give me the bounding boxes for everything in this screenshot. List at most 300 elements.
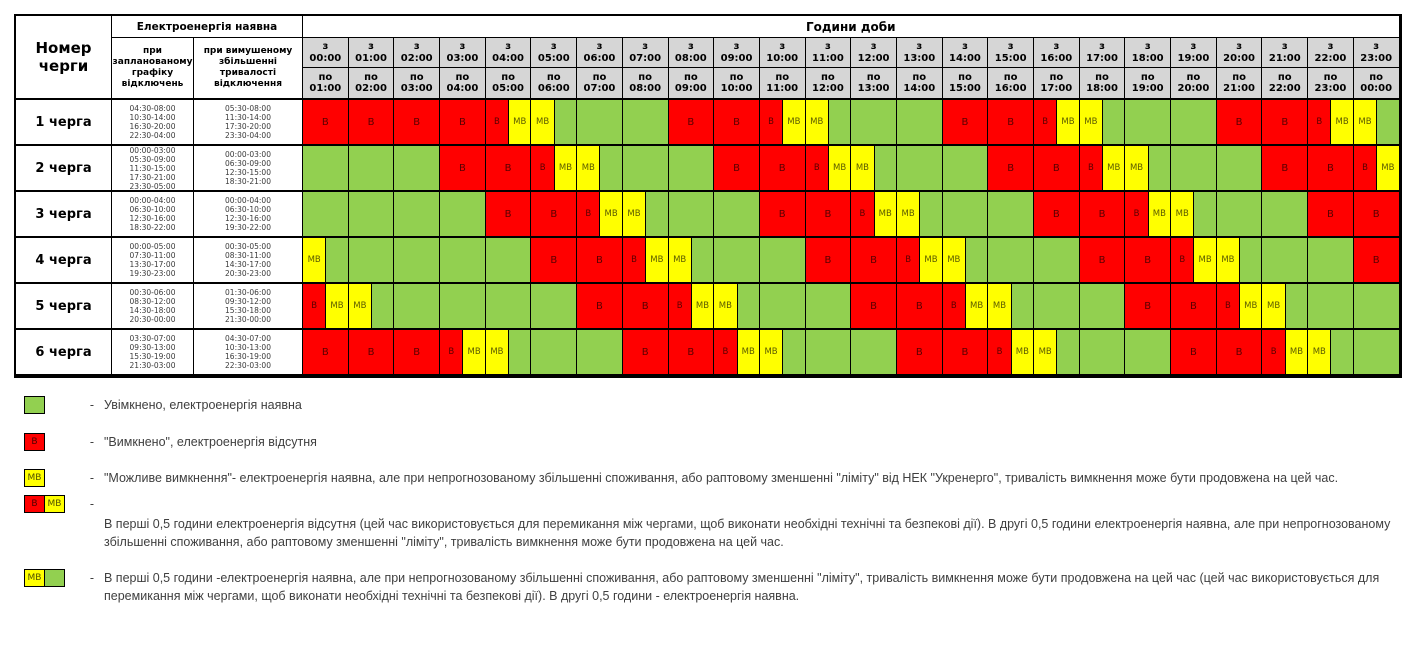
legend-item <box>24 495 1416 551</box>
time-range: 22:30-04:00 <box>129 131 176 140</box>
schedule-cell <box>1125 100 1171 146</box>
schedule-cell <box>760 100 806 146</box>
maybe-half: МВ <box>1011 330 1033 374</box>
schedule-cell <box>531 146 577 192</box>
off-half: В <box>806 146 828 190</box>
hour-from-value: 08:00 <box>674 52 707 64</box>
hour-from-value: 21:00 <box>1268 52 1301 64</box>
off-label: В <box>1098 208 1106 220</box>
time-range: 14:30-17:00 <box>225 260 271 269</box>
schedule-cell <box>303 330 349 376</box>
hour-to-prefix: по <box>546 71 561 83</box>
hour-from-value: 14:00 <box>949 52 981 64</box>
schedule-cell <box>349 192 395 238</box>
hour-from-prefix: з <box>1190 41 1197 53</box>
schedule-cell <box>303 238 349 284</box>
hour-from-prefix: з <box>1099 41 1105 53</box>
maybe-half: МВ <box>806 100 828 144</box>
schedule-cell <box>714 100 760 146</box>
maybe-half: МВ <box>486 330 508 374</box>
schedule-cell <box>1217 146 1263 192</box>
maybe-half: МВ <box>897 192 919 236</box>
schedule-cell <box>486 100 532 146</box>
hour-from-value: 13:00 <box>903 52 936 64</box>
time-range: 09:30-12:00 <box>225 297 271 306</box>
hour-to-cell <box>531 68 577 100</box>
schedule-cell <box>1080 192 1126 238</box>
schedule-cell <box>988 146 1034 192</box>
hour-from-cell <box>1080 38 1126 68</box>
day-hours-header: Години доби <box>303 16 1400 38</box>
off-label: В <box>961 116 969 128</box>
hour-to-cell <box>1034 68 1080 100</box>
schedule-cell <box>988 192 1034 238</box>
schedule-cell <box>394 284 440 330</box>
schedule-cell <box>1171 100 1217 146</box>
on-half <box>1330 330 1352 374</box>
off-label: В <box>1281 116 1289 128</box>
time-range: 00:30-06:00 <box>129 288 176 297</box>
hour-from-cell <box>988 38 1034 68</box>
time-range: 00:00-04:00 <box>225 196 271 205</box>
planned-times-list <box>112 330 194 376</box>
schedule-cell <box>440 192 486 238</box>
maybe-half: МВ <box>645 238 667 282</box>
hour-to-value: 20:00 <box>1177 83 1210 94</box>
schedule-cell <box>577 192 623 238</box>
hour-to-value: 15:00 <box>949 83 981 94</box>
hour-to-value: 13:00 <box>857 83 890 94</box>
hour-to-value: 11:00 <box>766 83 799 94</box>
hour-from-cell <box>303 38 349 68</box>
legend-swatch-mb: МВ <box>24 469 45 487</box>
schedule-cell <box>440 100 486 146</box>
hour-from-value: 04:00 <box>492 52 525 64</box>
time-range: 16:30-19:00 <box>225 352 271 361</box>
on-half <box>599 146 621 190</box>
time-range: 16:30-20:00 <box>129 122 176 131</box>
schedule-cell <box>486 192 532 238</box>
time-range: 01:30-06:00 <box>225 288 271 297</box>
off-label: В <box>596 254 603 266</box>
time-range: 22:30-03:00 <box>225 361 271 370</box>
hour-from-value: 07:00 <box>629 52 662 64</box>
legend-swatch-g <box>44 569 65 587</box>
schedule-cell <box>851 238 897 284</box>
hour-to-prefix: по <box>866 71 881 83</box>
schedule-cell <box>1262 146 1308 192</box>
schedule-cell <box>486 284 532 330</box>
forced-schedule-header: при вимушеному збільшенні тривалості відключення <box>194 38 303 100</box>
schedule-cell <box>394 330 440 376</box>
maybe-half: МВ <box>1125 146 1147 190</box>
schedule-cell <box>1217 192 1263 238</box>
schedule-cell <box>531 330 577 376</box>
hour-from-cell <box>760 38 806 68</box>
legend-dash: - <box>89 571 94 585</box>
legend-item <box>24 396 1416 414</box>
schedule-cell <box>851 192 897 238</box>
hour-from-cell <box>1171 38 1217 68</box>
hour-from-cell <box>394 38 440 68</box>
time-range: 14:30-18:00 <box>129 306 176 315</box>
schedule-cell <box>1262 100 1308 146</box>
schedule-cell <box>577 284 623 330</box>
maybe-half: МВ <box>349 284 371 328</box>
hour-to-value: 01:00 <box>309 83 342 94</box>
hour-to-cell <box>1262 68 1308 100</box>
legend <box>24 396 1416 605</box>
time-range: 23:30-04:00 <box>225 131 271 140</box>
off-half: В <box>1080 146 1102 190</box>
schedule-cell <box>669 330 715 376</box>
time-range: 18:30-22:00 <box>129 223 176 232</box>
schedule-cell <box>943 238 989 284</box>
schedule-cell <box>714 146 760 192</box>
schedule-cell <box>1262 284 1308 330</box>
off-label: В <box>1372 254 1380 266</box>
off-label: В <box>413 346 421 358</box>
schedule-cell <box>897 146 943 192</box>
off-label: В <box>596 300 603 312</box>
hour-from-cell <box>1308 38 1354 68</box>
off-label: В <box>733 116 740 128</box>
off-label: В <box>733 162 740 174</box>
legend-item <box>24 433 1416 451</box>
schedule-cell <box>851 146 897 192</box>
hour-to-value: 22:00 <box>1268 83 1301 94</box>
legend-swatches <box>24 433 104 451</box>
hour-to-value: 19:00 <box>1131 83 1164 94</box>
maybe-half: МВ <box>943 238 965 282</box>
hour-to-value: 03:00 <box>400 83 433 94</box>
off-label: В <box>687 346 695 358</box>
hour-from-cell <box>531 38 577 68</box>
on-half <box>1285 284 1307 328</box>
hour-from-value: 00:00 <box>309 52 342 64</box>
queue-label: 5 черга <box>16 284 112 330</box>
maybe-half: МВ <box>691 284 713 328</box>
planned-times-list <box>112 238 194 284</box>
on-half <box>965 238 987 282</box>
off-label: В <box>1235 116 1243 128</box>
forced-times-list <box>194 146 303 192</box>
hour-to-prefix: по <box>1095 71 1109 83</box>
queue-label: 6 черга <box>16 330 112 376</box>
schedule-cell <box>1171 330 1217 376</box>
time-range: 12:30-16:00 <box>129 214 176 223</box>
legend-text: "Можливе вимкнення"- електроенергія наявна, але при непрогнозованому збільшенні споживання, або раптовому зменшенні "ліміту" від НЕК "Укренерго", тривалість вимкнення може бути продовжена на цей час. <box>104 471 1339 485</box>
schedule-cell <box>897 284 943 330</box>
time-range: 12:30-15:00 <box>225 168 271 177</box>
schedule-cell <box>1171 192 1217 238</box>
hour-to-value: 14:00 <box>903 83 936 94</box>
schedule-cell <box>1217 330 1263 376</box>
on-half <box>1102 100 1124 144</box>
hour-to-value: 04:00 <box>446 83 479 94</box>
maybe-half: МВ <box>919 238 941 282</box>
hour-from-cell <box>1217 38 1263 68</box>
legend-swatches <box>24 495 104 513</box>
off-label: В <box>321 116 329 128</box>
hour-to-prefix: по <box>638 71 653 83</box>
off-label: В <box>458 162 466 174</box>
schedule-cell <box>1125 284 1171 330</box>
hour-from-value: 22:00 <box>1314 52 1347 64</box>
off-label: В <box>961 346 969 358</box>
hour-to-value: 10:00 <box>720 83 753 94</box>
schedule-cell <box>1308 100 1354 146</box>
hour-from-value: 10:00 <box>766 52 799 64</box>
legend-item <box>24 569 1416 605</box>
schedule-cell <box>806 146 852 192</box>
time-range: 00:00-03:00 <box>129 146 176 155</box>
legend-swatch-b: В <box>24 495 45 513</box>
schedule-cell <box>806 238 852 284</box>
off-half: В <box>1262 330 1284 374</box>
schedule-cell <box>806 192 852 238</box>
time-range: 06:30-10:00 <box>129 205 176 214</box>
hour-to-prefix: по <box>912 71 927 83</box>
maybe-half: МВ <box>599 192 621 236</box>
on-half <box>554 100 576 144</box>
time-range: 05:30-08:00 <box>225 104 271 113</box>
planned-times-list <box>112 284 194 330</box>
maybe-half: МВ <box>303 238 325 282</box>
hour-to-cell <box>623 68 669 100</box>
off-label: В <box>1281 162 1289 174</box>
hour-from-value: 16:00 <box>1040 52 1073 64</box>
hour-to-value: 07:00 <box>583 83 616 94</box>
schedule-cell <box>1308 238 1354 284</box>
off-label: В <box>550 208 558 220</box>
hour-to-value: 16:00 <box>994 83 1027 94</box>
off-label: В <box>824 208 832 220</box>
schedule-cell <box>943 284 989 330</box>
maybe-half: МВ <box>1308 330 1330 374</box>
schedule-cell <box>623 146 669 192</box>
hour-to-cell <box>394 68 440 100</box>
hour-to-prefix: по <box>455 71 470 83</box>
off-half: В <box>531 146 553 190</box>
hour-from-value: 03:00 <box>446 52 479 64</box>
forced-times-list <box>194 238 303 284</box>
off-label: В <box>367 116 375 128</box>
off-half: В <box>988 330 1010 374</box>
off-label: В <box>870 254 878 266</box>
maybe-half: МВ <box>988 284 1010 328</box>
hour-from-value: 17:00 <box>1086 52 1118 64</box>
legend-text: В перші 0,5 години -електроенергія наявна, але при непрогнозованому збільшенні споживання, або раптовому зменшенні "ліміту", тривалість вимкнення може бути продовжена на цей час (цей час використовується для перемикання між чергами, щоб виконати необхідні технічні та безпекові дії). В другі 0,5 години - електроенергія наявна. <box>104 571 1380 603</box>
schedule-cell <box>1171 284 1217 330</box>
time-range: 00:00-03:00 <box>225 150 271 159</box>
time-range: 15:30-18:00 <box>225 306 271 315</box>
schedule-cell <box>988 330 1034 376</box>
hour-to-prefix: по <box>592 71 607 83</box>
hour-from-prefix: з <box>322 41 329 53</box>
schedule-cell <box>1354 192 1400 238</box>
schedule-cell <box>714 330 760 376</box>
schedule-cell <box>669 238 715 284</box>
schedule-cell <box>669 192 715 238</box>
off-label: В <box>1052 162 1060 174</box>
hour-to-cell <box>1080 68 1126 100</box>
hour-to-prefix: по <box>409 71 424 83</box>
time-range: 06:30-09:00 <box>225 159 271 168</box>
time-range: 21:30-00:00 <box>225 315 271 324</box>
off-label: В <box>1327 208 1334 220</box>
schedule-cell <box>623 330 669 376</box>
hour-from-cell <box>440 38 486 68</box>
off-half: В <box>577 192 599 236</box>
hour-from-cell <box>806 38 852 68</box>
off-label: В <box>413 116 421 128</box>
schedule-cell <box>669 284 715 330</box>
hour-to-cell <box>1171 68 1217 100</box>
schedule-cell <box>1308 192 1354 238</box>
schedule-cell <box>1080 330 1126 376</box>
time-range: 08:30-12:00 <box>129 297 176 306</box>
time-range: 10:30-14:00 <box>129 113 176 122</box>
hour-from-cell <box>714 38 760 68</box>
schedule-cell <box>303 100 349 146</box>
maybe-half: МВ <box>1193 238 1215 282</box>
hour-from-cell <box>851 38 897 68</box>
maybe-half: МВ <box>828 146 850 190</box>
hour-from-value: 12:00 <box>857 52 890 64</box>
schedule-cell <box>440 146 486 192</box>
hour-to-prefix: по <box>1140 71 1155 83</box>
legend-swatch-b: В <box>24 433 45 451</box>
schedule-cell <box>760 284 806 330</box>
schedule-cell <box>623 238 669 284</box>
hour-to-cell <box>1125 68 1171 100</box>
hour-from-cell <box>349 38 395 68</box>
schedule-cell <box>394 192 440 238</box>
schedule-cell <box>303 192 349 238</box>
off-half: В <box>897 238 919 282</box>
hour-from-prefix: з <box>368 41 374 53</box>
off-label: В <box>778 208 786 220</box>
legend-dash: - <box>89 398 94 412</box>
schedule-cell <box>851 284 897 330</box>
hour-to-value: 09:00 <box>674 83 707 94</box>
hour-to-value: 02:00 <box>355 83 387 94</box>
hour-from-value: 18:00 <box>1131 52 1164 64</box>
off-label: В <box>915 300 923 312</box>
legend-text: "Вимкнено", електроенергія відсутня <box>104 435 317 449</box>
time-range: 10:30-13:00 <box>225 343 271 352</box>
schedule-cell <box>1308 330 1354 376</box>
legend-item <box>24 469 1416 487</box>
maybe-half: МВ <box>737 330 759 374</box>
hour-to-cell <box>577 68 623 100</box>
schedule-cell <box>714 284 760 330</box>
hour-from-value: 05:00 <box>537 52 570 64</box>
schedule-cell <box>988 100 1034 146</box>
on-half <box>691 238 713 282</box>
off-half: В <box>1125 192 1147 236</box>
schedule-cell <box>1262 192 1308 238</box>
maybe-half: МВ <box>554 146 576 190</box>
schedule-cell <box>897 330 943 376</box>
hour-to-value: 08:00 <box>629 83 662 94</box>
off-label: В <box>778 162 786 174</box>
maybe-half: МВ <box>760 330 782 374</box>
time-range: 23:30-05:00 <box>129 181 176 191</box>
legend-swatch-mb: МВ <box>44 495 65 513</box>
time-range: 17:30-20:00 <box>225 122 271 131</box>
hour-from-prefix: з <box>779 41 786 53</box>
schedule-cell <box>349 146 395 192</box>
schedule-cell <box>577 238 623 284</box>
schedule-cell <box>1034 330 1080 376</box>
outage-schedule-table <box>14 14 1402 378</box>
time-range: 21:30-03:00 <box>129 361 176 370</box>
off-label: В <box>1098 254 1106 266</box>
hour-to-value: 06:00 <box>537 83 570 94</box>
off-label: В <box>824 254 832 266</box>
hour-to-prefix: по <box>1049 71 1064 83</box>
schedule-cell <box>486 238 532 284</box>
hour-to-prefix: по <box>729 71 744 83</box>
schedule-cell <box>1354 330 1400 376</box>
schedule-cell <box>394 238 440 284</box>
time-range: 11:30-14:00 <box>225 113 271 122</box>
hour-to-cell <box>943 68 989 100</box>
hour-to-prefix: по <box>1277 71 1292 83</box>
schedule-cell <box>623 100 669 146</box>
schedule-cell <box>531 192 577 238</box>
legend-swatches <box>24 469 104 487</box>
schedule-cell <box>531 284 577 330</box>
hour-to-value: 18:00 <box>1086 83 1118 94</box>
hour-to-prefix: по <box>821 71 835 83</box>
planned-schedule-header: при запланованому графіку відключень <box>112 38 194 100</box>
hour-to-cell <box>988 68 1034 100</box>
hour-to-prefix: по <box>1323 71 1338 83</box>
hour-from-cell <box>577 38 623 68</box>
off-label: В <box>504 208 512 220</box>
time-range: 19:30-23:00 <box>129 269 176 278</box>
schedule-cell <box>714 192 760 238</box>
legend-swatches <box>24 396 104 414</box>
on-half <box>1056 330 1078 374</box>
time-range: 00:30-05:00 <box>225 242 271 251</box>
schedule-cell <box>760 238 806 284</box>
maybe-half: МВ <box>1262 284 1284 328</box>
maybe-half: МВ <box>874 192 896 236</box>
off-label: В <box>1007 116 1015 128</box>
hour-to-prefix: по <box>318 71 333 83</box>
on-half <box>737 284 759 328</box>
schedule-cell <box>897 238 943 284</box>
on-half <box>325 238 347 282</box>
off-half: В <box>714 330 736 374</box>
schedule-cell <box>394 100 440 146</box>
hour-to-prefix: по <box>1232 71 1246 83</box>
schedule-cell <box>577 146 623 192</box>
schedule-cell <box>303 146 349 192</box>
schedule-cell <box>1217 284 1263 330</box>
time-range: 04:30-07:00 <box>225 334 271 343</box>
schedule-cell <box>851 330 897 376</box>
schedule-cell <box>1034 192 1080 238</box>
schedule-cell <box>943 192 989 238</box>
legend-dash: - <box>89 471 94 485</box>
schedule-cell <box>349 330 395 376</box>
on-half <box>874 146 896 190</box>
